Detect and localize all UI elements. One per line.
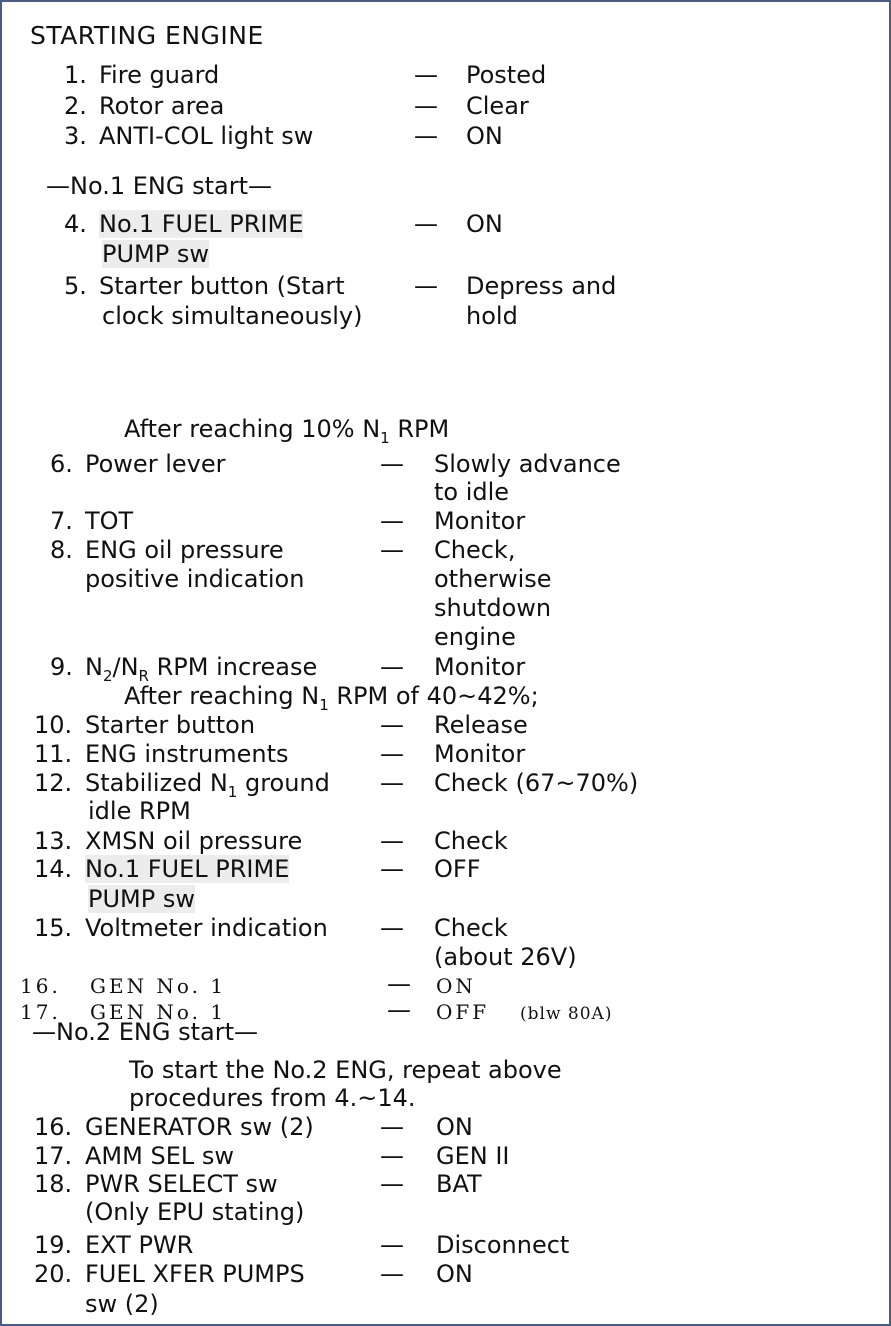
step-number: 5.: [64, 272, 87, 300]
repeat-note: To start the No.2 ENG, repeat above: [129, 1056, 562, 1084]
step-item: EXT PWR: [85, 1231, 194, 1259]
step-dash: —: [414, 92, 438, 120]
step-dash: —: [380, 711, 404, 739]
step-action: otherwise: [434, 565, 552, 593]
step-item: Starter button (Start: [99, 272, 345, 300]
step-item: GEN No. 1: [90, 1000, 227, 1024]
step-action: ON: [436, 1113, 473, 1141]
step-dash: —: [380, 536, 404, 564]
step-action: Release: [434, 711, 528, 739]
step-item: PWR SELECT sw: [85, 1170, 278, 1198]
step-action: Slowly advance: [434, 450, 621, 478]
step-item: ANTI-COL light sw: [99, 122, 314, 150]
step-number: 16.: [34, 1113, 73, 1141]
step-number: 14.: [34, 855, 73, 883]
step-item: $N_2/N_R$ RPM increase: [85, 653, 318, 685]
step-item: No.1 FUEL PRIME: [85, 855, 290, 883]
step-action: Check,: [434, 536, 516, 564]
step-number: 18.: [34, 1170, 73, 1198]
step-dash: —: [380, 1113, 404, 1141]
step-number: 10.: [34, 711, 73, 739]
step-action: OFF: [436, 1000, 490, 1024]
step-item: PUMP sw: [88, 885, 195, 913]
step-number: 9.: [50, 653, 73, 681]
step-action: ON: [436, 1260, 473, 1288]
step-number: 17.: [34, 1142, 73, 1170]
step-number: 12.: [34, 769, 73, 797]
step-dash: —: [380, 855, 404, 883]
step-item: ENG oil pressure: [85, 536, 284, 564]
step-number: 8.: [50, 536, 73, 564]
step-action: Posted: [466, 61, 547, 89]
step-action: ON: [466, 122, 503, 150]
step-dash: —: [380, 450, 404, 478]
step-dash: —: [380, 769, 404, 797]
step-action: Check: [434, 827, 508, 855]
step-number: 4.: [64, 210, 87, 238]
step-action: BAT: [436, 1170, 482, 1198]
step-item: ENG instruments: [85, 740, 289, 768]
step-dash: —: [414, 61, 438, 89]
step-action: shutdown: [434, 594, 552, 622]
step-action: ON: [466, 210, 503, 238]
step-action: to idle: [434, 478, 510, 506]
condition-note: After reaching 10% $N_1$ RPM: [124, 415, 450, 447]
step-action: (about 26V): [434, 943, 577, 971]
step-item: FUEL XFER PUMPS: [85, 1260, 305, 1288]
step-action: GEN II: [436, 1142, 510, 1170]
step-action: OFF: [434, 855, 481, 883]
step-number: 11.: [34, 740, 73, 768]
step-item: positive indication: [85, 565, 305, 593]
step-item: Voltmeter indication: [85, 914, 328, 942]
step-number: 19.: [34, 1231, 73, 1259]
step-note: (blw 80A): [520, 1004, 613, 1024]
step-action: Check: [434, 914, 508, 942]
step-item: sw (2): [85, 1290, 159, 1318]
step-number: 1.: [64, 61, 87, 89]
step-item: idle RPM: [88, 797, 191, 825]
step-item: Starter button: [85, 711, 256, 739]
step-action: Check (67~70%): [434, 769, 639, 797]
step-dash: —: [380, 827, 404, 855]
step-number: 13.: [34, 827, 73, 855]
step-dash: —: [380, 1170, 404, 1198]
step-dash: —: [414, 122, 438, 150]
step-dash: —: [414, 272, 438, 300]
step-item: GENERATOR sw (2): [85, 1113, 314, 1141]
condition-note: After reaching $N_1$ RPM of 40~42%;: [124, 682, 539, 714]
step-action: Clear: [466, 92, 529, 120]
page-title: STARTING ENGINE: [30, 21, 264, 50]
step-dash: —: [380, 914, 404, 942]
step-item: Fire guard: [99, 61, 220, 89]
step-item: No.1 FUEL PRIME: [99, 210, 304, 238]
step-item: GEN No. 1: [90, 974, 227, 998]
repeat-note: procedures from 4.~14.: [129, 1084, 416, 1112]
step-dash: —: [387, 996, 411, 1024]
step-action: ON: [436, 974, 476, 998]
step-number: 3.: [64, 122, 87, 150]
step-action: Monitor: [434, 653, 526, 681]
step-dash: —: [380, 1231, 404, 1259]
step-dash: —: [380, 507, 404, 535]
step-dash: —: [380, 653, 404, 681]
step-action: Monitor: [434, 507, 526, 535]
step-action: Depress and: [466, 272, 617, 300]
step-dash: —: [414, 210, 438, 238]
step-number: 20.: [34, 1260, 73, 1288]
step-item: Rotor area: [99, 92, 225, 120]
step-item: clock simultaneously): [102, 302, 363, 330]
step-action: Disconnect: [436, 1231, 570, 1259]
step-dash: —: [380, 1260, 404, 1288]
step-action: Monitor: [434, 740, 526, 768]
step-item: Stabilized $N_1$ ground: [85, 769, 330, 801]
step-item: PUMP sw: [102, 240, 209, 268]
step-action: hold: [466, 302, 518, 330]
step-number: 17.: [20, 1000, 61, 1024]
step-dash: —: [387, 970, 411, 998]
step-number: 7.: [50, 507, 73, 535]
step-number: 15.: [34, 914, 73, 942]
step-item: Power lever: [85, 450, 226, 478]
step-item: (Only EPU stating): [85, 1198, 305, 1226]
step-dash: —: [380, 1142, 404, 1170]
section-heading: —No.2 ENG start—: [32, 1018, 258, 1046]
step-action: engine: [434, 623, 516, 651]
step-number: 2.: [64, 92, 87, 120]
step-number: 16.: [20, 974, 61, 998]
step-item: TOT: [85, 507, 134, 535]
step-dash: —: [380, 740, 404, 768]
step-number: 6.: [50, 450, 73, 478]
step-item: AMM SEL sw: [85, 1142, 234, 1170]
step-item: XMSN oil pressure: [85, 827, 303, 855]
section-heading: —No.1 ENG start—: [46, 172, 272, 200]
